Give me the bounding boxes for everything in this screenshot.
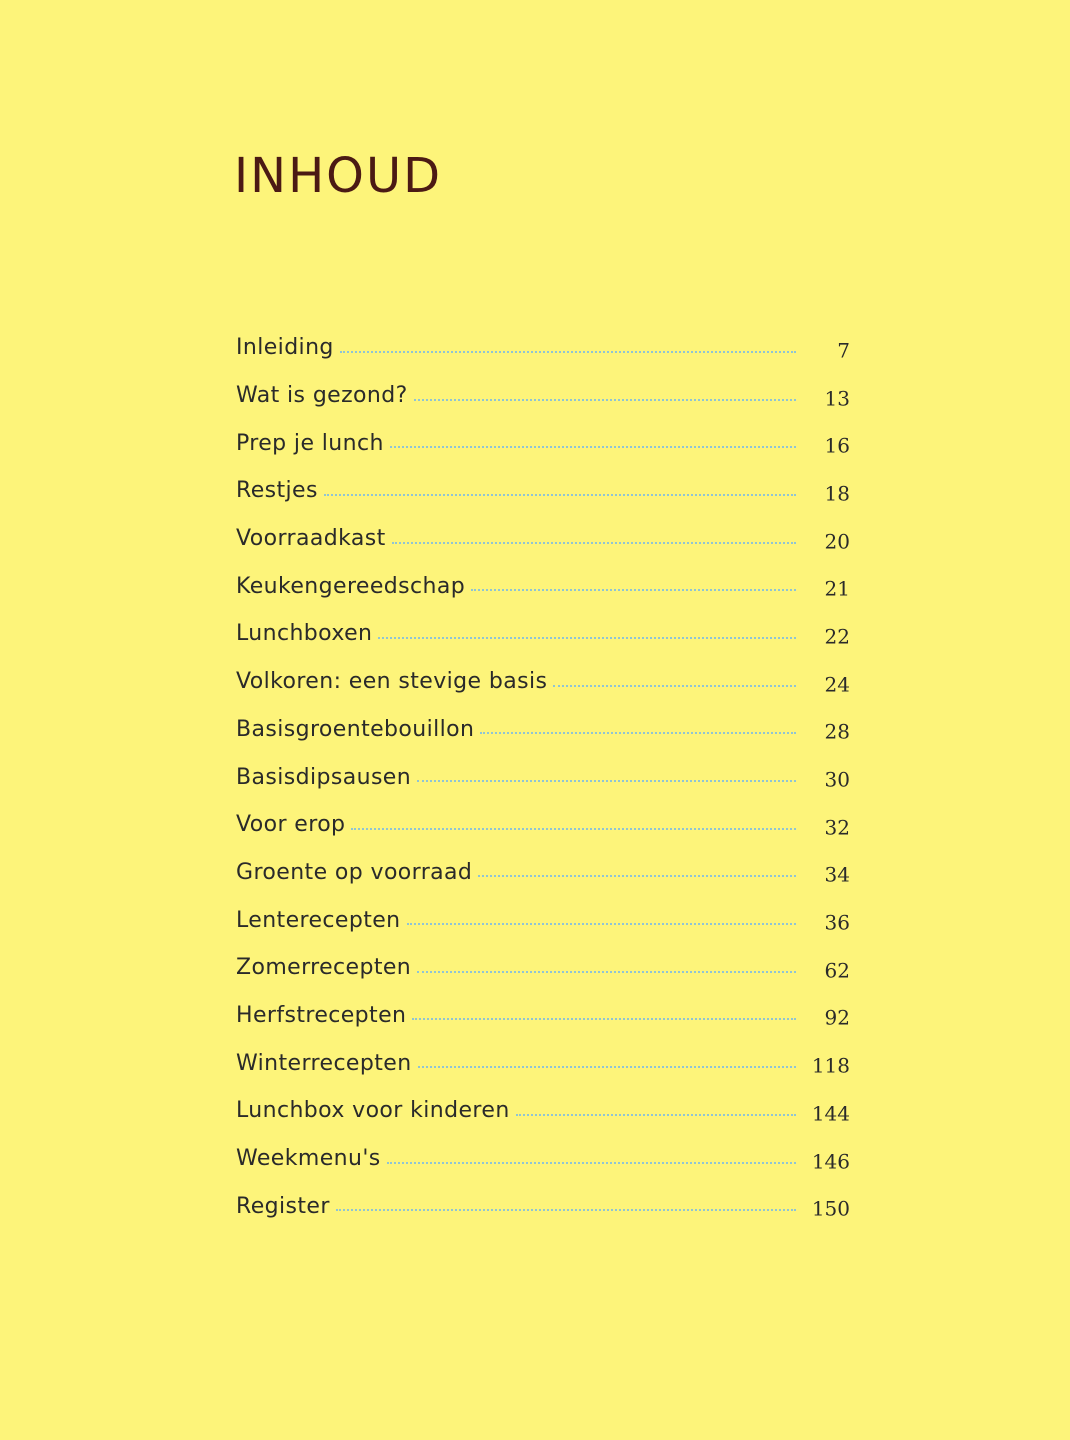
toc-entry-label: Basisgroentebouillon bbox=[236, 716, 475, 742]
dot-leader bbox=[392, 542, 796, 544]
toc-entry-page-number: 18 bbox=[824, 481, 850, 506]
dot-leader bbox=[417, 971, 796, 973]
toc-entry bbox=[236, 896, 850, 944]
dot-leader bbox=[407, 923, 796, 925]
toc-entry-label: Herfstrecepten bbox=[236, 1002, 407, 1028]
dot-leader bbox=[471, 589, 796, 591]
toc-entry-page-number: 16 bbox=[824, 433, 850, 458]
toc-entry-label: Weekmenu's bbox=[236, 1146, 381, 1172]
dot-leader bbox=[387, 1162, 796, 1164]
dot-leader bbox=[516, 1114, 796, 1116]
toc-entry bbox=[236, 467, 850, 515]
toc-entry-page-number: 36 bbox=[824, 910, 850, 935]
toc-entry-label: Keukengereedschap bbox=[236, 573, 466, 599]
toc-entry-label: Prep je lunch bbox=[236, 430, 384, 456]
dot-leader bbox=[553, 685, 796, 687]
toc-entry-page-number: 30 bbox=[824, 767, 850, 792]
toc-entry bbox=[236, 515, 850, 563]
toc-entry-page-number: 144 bbox=[811, 1101, 850, 1126]
toc-entry bbox=[236, 801, 850, 849]
toc-entry-label: Inleiding bbox=[236, 335, 334, 361]
toc-entry-label: Zomerrecepten bbox=[236, 955, 412, 981]
toc-entry bbox=[236, 419, 850, 467]
toc-entry-label: Voorraadkast bbox=[236, 526, 386, 552]
dot-leader bbox=[480, 732, 796, 734]
dot-leader bbox=[324, 494, 796, 496]
toc-entry-page-number: 146 bbox=[811, 1148, 850, 1173]
toc-entry-page-number: 34 bbox=[824, 862, 850, 887]
dot-leader bbox=[378, 637, 796, 639]
toc-entry-page-number: 118 bbox=[811, 1053, 850, 1078]
toc-entry-page-number: 150 bbox=[811, 1196, 850, 1221]
toc-entry bbox=[236, 372, 850, 420]
toc-entry bbox=[236, 610, 850, 658]
toc-entry bbox=[236, 658, 850, 706]
toc-entry bbox=[236, 1039, 850, 1087]
toc-entry-label: Wat is gezond? bbox=[236, 383, 408, 409]
toc-entry bbox=[236, 1135, 850, 1183]
toc-entry bbox=[236, 992, 850, 1040]
dot-leader bbox=[478, 875, 796, 877]
toc-entry-page-number: 24 bbox=[824, 672, 850, 697]
toc-entry-page-number: 20 bbox=[824, 528, 850, 553]
toc-entry-label: Voor erop bbox=[236, 812, 346, 838]
dot-leader bbox=[351, 828, 796, 830]
toc-entry-page-number: 62 bbox=[824, 958, 850, 983]
toc-entry bbox=[236, 562, 850, 610]
toc-entry-label: Basisdipsausen bbox=[236, 764, 412, 790]
toc-entry-page-number: 22 bbox=[824, 624, 850, 649]
toc-entry-label: Register bbox=[236, 1193, 330, 1219]
toc-entry bbox=[236, 944, 850, 992]
toc-entry bbox=[236, 849, 850, 897]
dot-leader bbox=[390, 446, 796, 448]
toc-entry bbox=[236, 1087, 850, 1135]
toc-list bbox=[236, 324, 850, 1230]
toc-entry-label: Lunchbox voor kinderen bbox=[236, 1098, 510, 1124]
dot-leader bbox=[414, 399, 796, 401]
toc-entry bbox=[236, 1182, 850, 1230]
toc-entry-label: Volkoren: een stevige basis bbox=[236, 669, 548, 695]
toc-entry bbox=[236, 706, 850, 754]
dot-leader bbox=[336, 1209, 796, 1211]
toc-entry-label: Lunchboxen bbox=[236, 621, 373, 647]
toc-entry-page-number: 92 bbox=[824, 1005, 850, 1030]
toc-entry-label: Lenterecepten bbox=[236, 907, 401, 933]
dot-leader bbox=[418, 1066, 796, 1068]
toc-entry-label: Restjes bbox=[236, 478, 318, 504]
toc-entry-page-number: 7 bbox=[837, 338, 850, 363]
dot-leader bbox=[340, 351, 796, 353]
toc-entry-page-number: 32 bbox=[824, 815, 850, 840]
toc-entry-page-number: 28 bbox=[824, 719, 850, 744]
dot-leader bbox=[412, 1018, 796, 1020]
toc-entry-label: Groente op voorraad bbox=[236, 859, 473, 885]
toc-entry-label: Winterrecepten bbox=[236, 1050, 412, 1076]
toc-entry bbox=[236, 324, 850, 372]
toc-entry bbox=[236, 753, 850, 801]
toc-entry-page-number: 21 bbox=[824, 576, 850, 601]
page-title: INHOUD bbox=[234, 148, 443, 204]
toc-entry-page-number: 13 bbox=[824, 385, 850, 410]
dot-leader bbox=[417, 780, 796, 782]
